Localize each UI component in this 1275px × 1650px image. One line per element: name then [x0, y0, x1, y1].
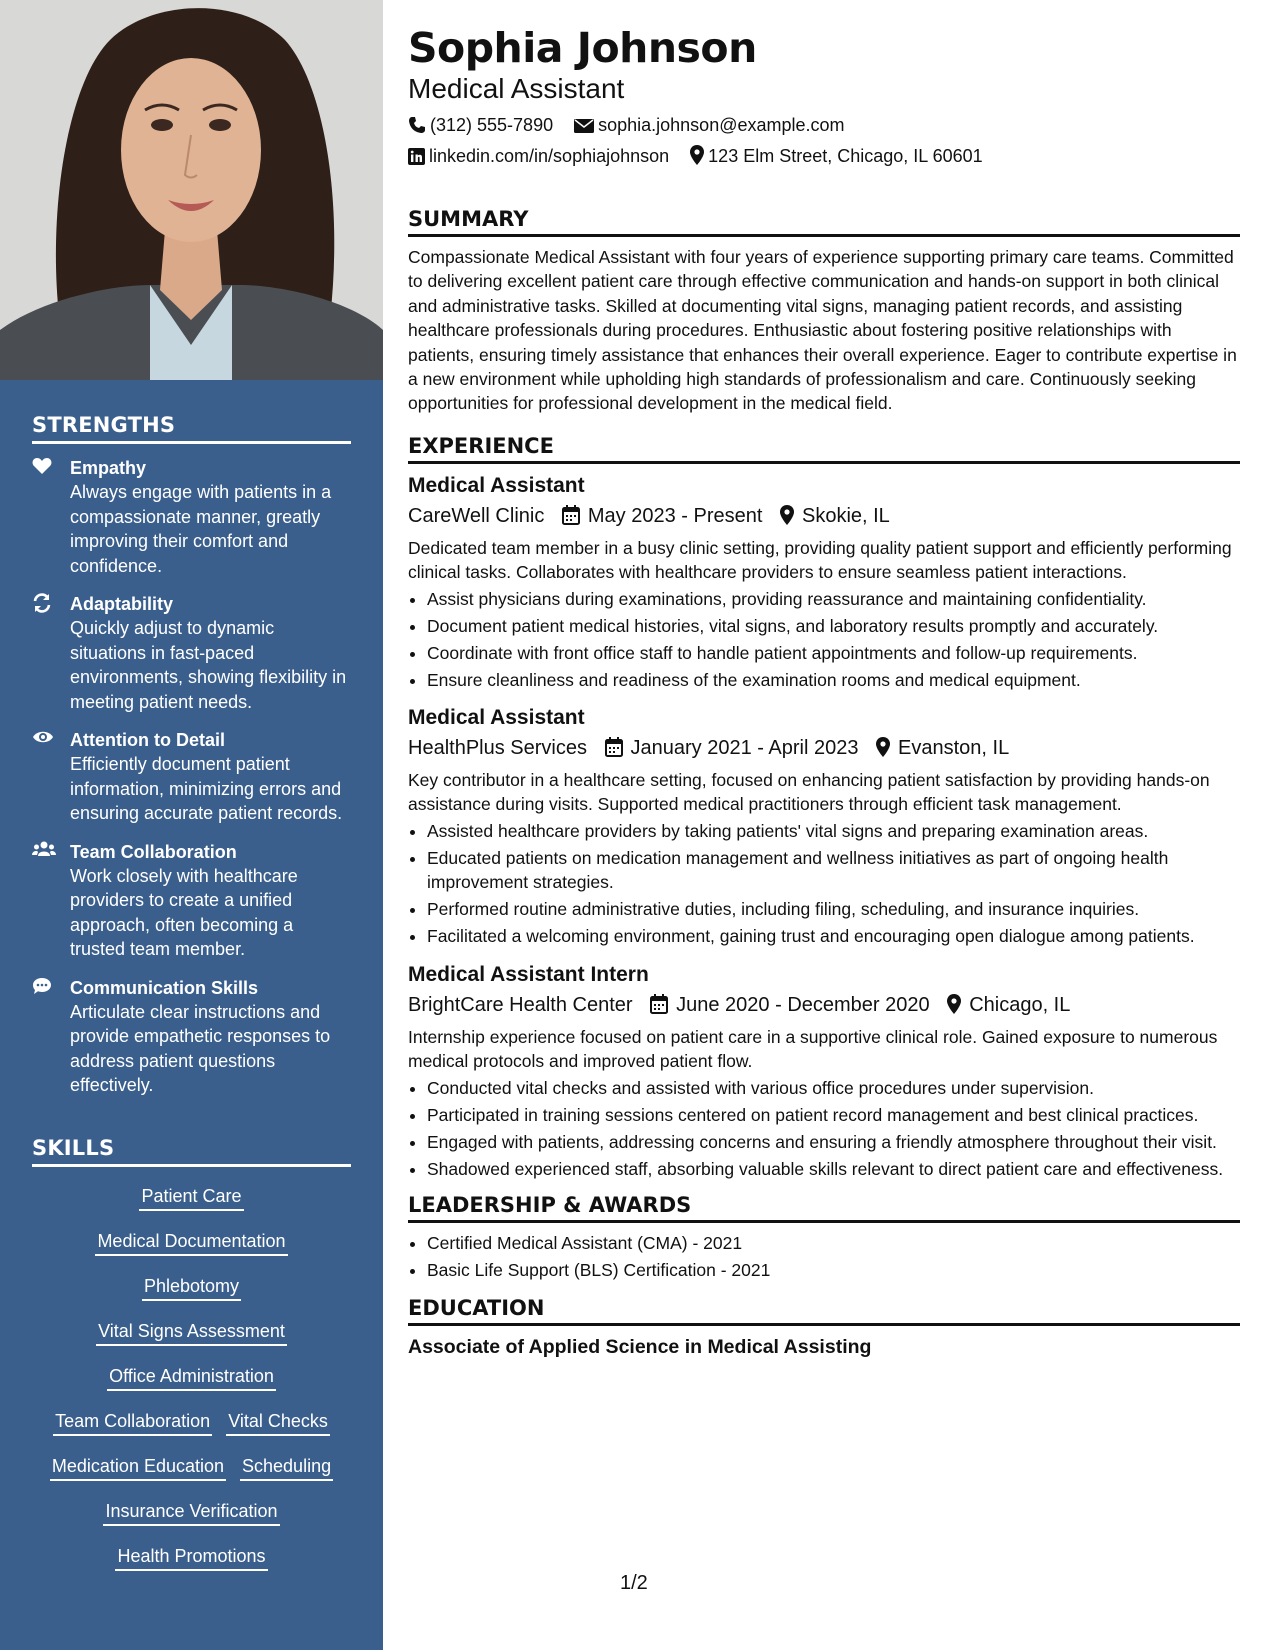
- linkedin-text: linkedin.com/in/sophiajohnson: [429, 146, 670, 166]
- job-meta: [408, 734, 1240, 762]
- job-dates: [605, 734, 859, 762]
- skill-tag: Patient Care: [139, 1185, 243, 1211]
- list-item: • Assisted healthcare providers by taking patients' vital signs and preparing examination areas.: [427, 819, 1240, 843]
- linkedin-icon: [408, 148, 425, 165]
- list-item: • Engaged with patients, addressing concerns and ensuring a friendly atmosphere throughout their visit.: [427, 1130, 1240, 1154]
- calendar-icon: [605, 737, 623, 757]
- users-icon: [32, 841, 54, 861]
- list-item: • Educated patients on medication management and wellness initiatives as part of ongoing health improvement strategies.: [427, 846, 1240, 895]
- strength-item: [32, 728, 351, 826]
- skill-tag: Medication Education: [50, 1455, 226, 1481]
- strength-title: Adaptability: [70, 594, 174, 614]
- summary-section: [408, 207, 1240, 416]
- candidate-name: Sophia Johnson: [408, 24, 757, 72]
- contact-email[interactable]: [574, 112, 844, 138]
- phone-text: (312) 555-7890: [430, 115, 554, 135]
- job-bullets: [408, 819, 1240, 949]
- address-text: 123 Elm Street, Chicago, IL 60601: [708, 146, 983, 166]
- job-entry: [408, 472, 1240, 692]
- skills-section: [32, 1136, 351, 1590]
- job-title: Medical Assistant: [408, 706, 585, 730]
- sync-icon: [32, 593, 54, 613]
- map-pin-icon: [947, 994, 961, 1014]
- contact-address: [690, 143, 983, 169]
- skill-tag: Vital Signs Assessment: [96, 1320, 287, 1346]
- map-pin-icon: [780, 505, 794, 525]
- map-pin-icon: [876, 737, 890, 757]
- list-item: • Conducted vital checks and assisted with various office procedures under supervision.: [427, 1076, 1240, 1100]
- skill-tag: Scheduling: [240, 1455, 333, 1481]
- education-section: [408, 1296, 1240, 1360]
- list-item: • Coordinate with front office staff to handle patient appointments and follow-up requirements.: [427, 641, 1240, 665]
- list-item: • Ensure cleanliness and readiness of the examination rooms and medical equipment.: [427, 668, 1240, 692]
- strength-title: Communication Skills: [70, 977, 259, 998]
- location-text: Skokie, IL: [801, 504, 890, 527]
- degree-title: Associate of Applied Science in Medical Assisting: [408, 1336, 872, 1359]
- envelope-icon: [574, 118, 594, 134]
- summary-heading: SUMMARY: [408, 207, 1240, 237]
- calendar-icon: [562, 505, 580, 525]
- company-name: CareWell Clinic: [408, 504, 545, 527]
- skills-heading: SKILLS: [32, 1136, 351, 1167]
- chat-icon: [32, 977, 54, 997]
- phone-icon: [408, 116, 426, 134]
- contact-linkedin[interactable]: [408, 143, 669, 169]
- contact-row: [408, 112, 1240, 138]
- contact-row: [408, 143, 1240, 169]
- list-item: • Document patient medical histories, vital signs, and laboratory results promptly and accurately.: [427, 614, 1240, 638]
- company-name: HealthPlus Services: [408, 737, 587, 760]
- job-entry: [408, 704, 1240, 949]
- job-meta: [408, 502, 1240, 530]
- strengths-heading: STRENGTHS: [32, 413, 351, 444]
- strength-description: Quickly adjust to dynamic situations in fast-paced environments, showing flexibility in meeting patient needs.: [70, 618, 347, 712]
- job-bullets: [408, 587, 1240, 692]
- job-description: Dedicated team member in a busy clinic setting, providing quality patient support and efficiently performing clinical tasks. Collaborates with healthcare providers to ensure seamless patient interactions.: [408, 537, 1232, 583]
- list-item: • Certified Medical Assistant (CMA) - 2021: [427, 1231, 1240, 1255]
- location-text: Chicago, IL: [969, 993, 1071, 1016]
- job-title: Medical Assistant: [408, 473, 585, 497]
- eye-icon: [32, 729, 54, 749]
- strength-item: [32, 976, 351, 1098]
- job-meta: [408, 991, 1240, 1019]
- job-location: [876, 734, 1009, 762]
- strength-title: Attention to Detail: [70, 730, 225, 750]
- strength-title: Team Collaboration: [70, 841, 237, 862]
- summary-text: Compassionate Medical Assistant with four years of experience supporting primary care teams. Committed to delivering excellent patient care through effective communication and hands-on support in both clinical and administrative tasks. Skilled at documenting vital signs, managing patient records, and assisting healthcare professionals during procedures. Enthusiastic about fostering positive relationships with patients, ensuring timely assistance that enhances their overall experience. Eager to contribute expertise in a new environment while upholding high standards of professionalism and care. Continuously seeking opportunities for professional development in the medical field.: [408, 247, 1237, 414]
- strength-title: Empathy: [70, 458, 147, 478]
- job-bullets: [408, 1076, 1240, 1181]
- job-location: [947, 991, 1070, 1019]
- map-pin-icon: [690, 145, 704, 165]
- experience-section: [408, 434, 1240, 1181]
- awards-heading: LEADERSHIP & AWARDS: [408, 1193, 1240, 1223]
- dates-text: May 2023 - Present: [587, 504, 763, 527]
- list-item: • Facilitated a welcoming environment, gaining trust and encouraging open dialogue among patients.: [427, 924, 1240, 948]
- list-item: • Performed routine administrative duties, including filing, scheduling, and insurance inquiries.: [427, 897, 1240, 921]
- strength-description: Articulate clear instructions and provide empathetic responses to address patient questions effectively.: [70, 1001, 331, 1095]
- awards-list: [408, 1231, 1240, 1282]
- strength-item: [32, 592, 351, 714]
- education-heading: EDUCATION: [408, 1296, 1240, 1326]
- list-item: • Shadowed experienced staff, absorbing valuable skills relevant to direct patient care and effectiveness.: [427, 1157, 1240, 1181]
- strength-item: [32, 456, 351, 578]
- list-item: • Participated in training sessions centered on patient record management and best clinical practices.: [427, 1103, 1240, 1127]
- contact-phone[interactable]: [408, 112, 553, 138]
- list-item: • Basic Life Support (BLS) Certification - 2021: [427, 1258, 1240, 1282]
- experience-heading: EXPERIENCE: [408, 434, 1240, 464]
- dates-text: January 2021 - April 2023: [630, 737, 859, 760]
- strength-description: Always engage with patients in a compassionate manner, greatly improving their comfort and confidence.: [70, 482, 332, 576]
- strengths-section: [32, 413, 351, 1112]
- job-location: [780, 502, 890, 530]
- job-title: Medical Assistant Intern: [408, 962, 649, 986]
- awards-section: [408, 1193, 1240, 1282]
- skill-tag: Phlebotomy: [142, 1275, 241, 1301]
- heart-icon: [32, 457, 54, 477]
- sidebar: [0, 0, 383, 1650]
- list-item: • Assist physicians during examinations, providing reassurance and maintaining confidentiality.: [427, 587, 1240, 611]
- company-name: BrightCare Health Center: [408, 993, 633, 1016]
- strength-description: Efficiently document patient information, minimizing errors and ensuring accurate patient records.: [70, 754, 343, 823]
- skill-tag: Insurance Verification: [103, 1500, 279, 1526]
- location-text: Evanston, IL: [898, 737, 1010, 760]
- page-number: 1/2: [620, 1572, 648, 1594]
- calendar-icon: [650, 994, 668, 1014]
- job-description: Key contributor in a healthcare setting, focused on enhancing patient satisfaction by providing hands-on assistance during visits. Supported medical practitioners through efficient task management.: [408, 770, 1210, 815]
- skills-list: [32, 1179, 351, 1571]
- skill-tag: Team Collaboration: [53, 1410, 212, 1436]
- main-content: [408, 22, 1240, 1360]
- skill-tag: Vital Checks: [226, 1410, 330, 1436]
- job-description: Internship experience focused on patient care in a supportive clinical role. Gained exposure to numerous medical protocols and improved patient flow.: [408, 1026, 1218, 1072]
- dates-text: June 2020 - December 2020: [676, 993, 930, 1016]
- job-dates: [650, 991, 930, 1019]
- skill-tag: Medical Documentation: [95, 1230, 287, 1256]
- job-title-header: Medical Assistant: [408, 73, 625, 104]
- strength-item: [32, 840, 351, 962]
- skill-tag: Health Promotions: [115, 1545, 267, 1571]
- skill-tag: Office Administration: [107, 1365, 276, 1391]
- job-entry: [408, 961, 1240, 1181]
- email-text: sophia.johnson@example.com: [598, 115, 845, 135]
- job-dates: [562, 502, 763, 530]
- strength-description: Work closely with healthcare providers to create a unified approach, often becoming a trusted team member.: [70, 865, 298, 959]
- profile-photo: [0, 0, 383, 380]
